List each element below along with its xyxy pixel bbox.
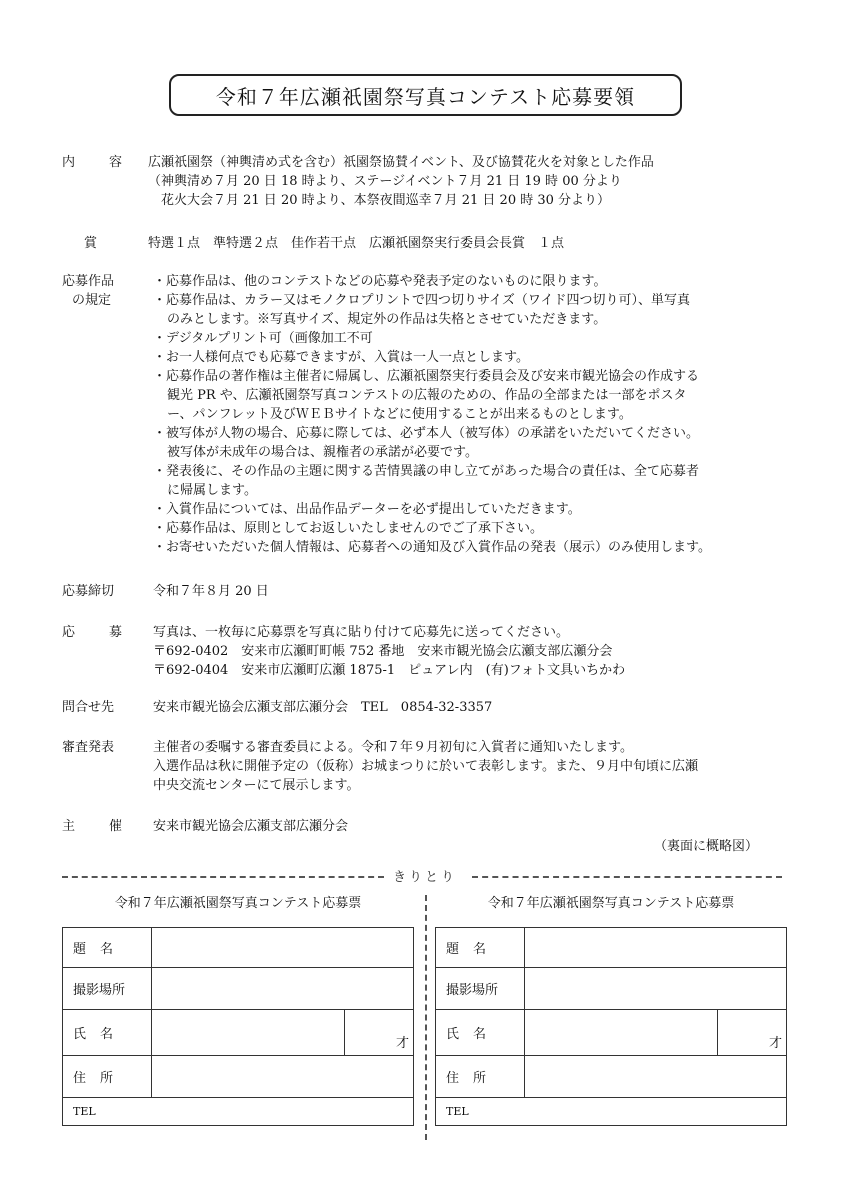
tel-field[interactable]: TEL xyxy=(63,1098,414,1126)
form-label-place: 撮影場所 xyxy=(436,968,525,1010)
form-title-right: 令和７年広瀬祇園祭写真コンテスト応募票 xyxy=(487,896,735,911)
cut-line-left xyxy=(62,876,384,878)
name-field[interactable] xyxy=(525,1010,718,1056)
list-item: ・入賞作品については、出品作品データーを必ず提出していただきます。 xyxy=(153,502,581,517)
age-field[interactable]: 才 xyxy=(345,1010,414,1056)
page-title: 令和７年広瀬祇園祭写真コンテスト応募要領 xyxy=(169,74,682,116)
title-field[interactable] xyxy=(152,928,414,968)
section-text: 令和７年８月 20 日 xyxy=(153,584,269,599)
form-label-title: 題 名 xyxy=(436,928,525,968)
address-field[interactable] xyxy=(152,1056,414,1098)
form-title-left: 令和７年広瀬祇園祭写真コンテスト応募票 xyxy=(114,896,362,911)
section-label: 応募締切 xyxy=(62,584,115,599)
section-label: 主 催 xyxy=(62,819,122,834)
section-label: 問合せ先 xyxy=(62,700,115,715)
section-text: 写真は、一枚毎に応募票を写真に貼り付けて応募先に送ってください。 〒692-0402 安来市広瀬町町帳 752 番地 安来市観光協会広瀬支部広瀬分会 〒692-0404 安来市広瀬町広瀬 1875-1 ピュアレ内 (有)フォト文具いちかわ xyxy=(153,625,626,678)
list-item: ・被写体が人物の場合、応募に際しては、必ず本人（被写体）の承諾をいただいてください。 被写体が未成年の場合は、親権者の承諾が必要です。 xyxy=(153,426,700,460)
list-item: ・応募作品は、原則としてお返しいたしませんのでご了承下さい。 xyxy=(153,521,544,536)
section-label: 応 募 xyxy=(62,625,122,640)
entry-form-left xyxy=(62,927,414,1126)
section-label: 賞 xyxy=(84,236,98,251)
section-text: 安来市観光協会広瀬支部広瀬分会 TEL 0854-32-3357 xyxy=(153,700,493,715)
list-item: ・応募作品の著作権は主催者に帰属し、広瀬祇園祭実行委員会及び安来市観光協会の作成する 観光 PR や、広瀬祇園祭写真コンテストの広報のための、作品の全部または一部をポスタ ー、パンフレット及びＷＥＢサイトなどに使用することが出来るものとします。 xyxy=(153,369,700,422)
list-item: ・応募作品は、カラー又はモノクロプリントで四つ切りサイズ（ワイド四つ切り可）、単写真 のみとします。※写真サイズ、規定外の作品は失格とさせていただきます。 xyxy=(153,293,691,327)
tel-field[interactable]: TEL xyxy=(436,1098,787,1126)
title-field[interactable] xyxy=(525,928,787,968)
list-item: ・応募作品は、他のコンテストなどの応募や発表予定のないものに限ります。 xyxy=(153,274,607,289)
section-text: 広瀬祇園祭（神輿清め式を含む）祇園祭協賛イベント、及び協賛花火を対象とした作品 （神輿清め７月 20 日 18 時より、ステージイベント７月 21 日 19 時 00 分より 花火大会７月 21 日 20 時より、本祭夜間巡幸７月 21 日 20 時 30 分より） xyxy=(148,155,654,208)
entry-form-right xyxy=(435,927,787,1126)
list-item: ・お寄せいただいた個人情報は、応募者への通知及び入賞作品の発表（展示）のみ使用します。 xyxy=(153,540,711,555)
list-item: ・お一人様何点でも応募できますが、入賞は一人一点とします。 xyxy=(153,350,529,365)
list-item: ・デジタルプリント可（画像加工不可 xyxy=(153,331,373,346)
cut-label: きりとり xyxy=(393,870,458,885)
section-text: 主催者の委嘱する審査委員による。令和７年９月初旬に入賞者に通知いたします。 入選作品は秋に開催予定の（仮称）お城まつりに於いて表彰します。また、９月中旬頃に広瀬 中央交流センターにて展示します。 xyxy=(153,740,698,793)
place-field[interactable] xyxy=(152,968,414,1010)
form-label-name: 氏 名 xyxy=(63,1010,152,1056)
age-field[interactable]: 才 xyxy=(718,1010,787,1056)
place-field[interactable] xyxy=(525,968,787,1010)
rules-list xyxy=(153,272,711,557)
form-label-address: 住 所 xyxy=(436,1056,525,1098)
cut-line-right xyxy=(472,876,782,878)
section-text: 安来市観光協会広瀬支部広瀬分会 xyxy=(153,819,349,834)
section-label: 審査発表 xyxy=(62,740,115,755)
back-note: （裏面に概略図） xyxy=(653,839,758,854)
form-label-address: 住 所 xyxy=(63,1056,152,1098)
section-text: 特選１点 準特選２点 佳作若干点 広瀬祇園祭実行委員会長賞 １点 xyxy=(148,236,565,251)
form-label-title: 題 名 xyxy=(63,928,152,968)
form-label-name: 氏 名 xyxy=(436,1010,525,1056)
form-label-place: 撮影場所 xyxy=(63,968,152,1010)
vertical-cut-line xyxy=(425,895,427,1140)
section-label: 内 容 xyxy=(62,155,122,170)
list-item: ・発表後に、その作品の主題に関する苦情異議の申し立てがあった場合の責任は、全て応募者 に帰属します。 xyxy=(153,464,699,498)
name-field[interactable] xyxy=(152,1010,345,1056)
section-label: 応募作品 の規定 xyxy=(62,274,115,308)
address-field[interactable] xyxy=(525,1056,787,1098)
